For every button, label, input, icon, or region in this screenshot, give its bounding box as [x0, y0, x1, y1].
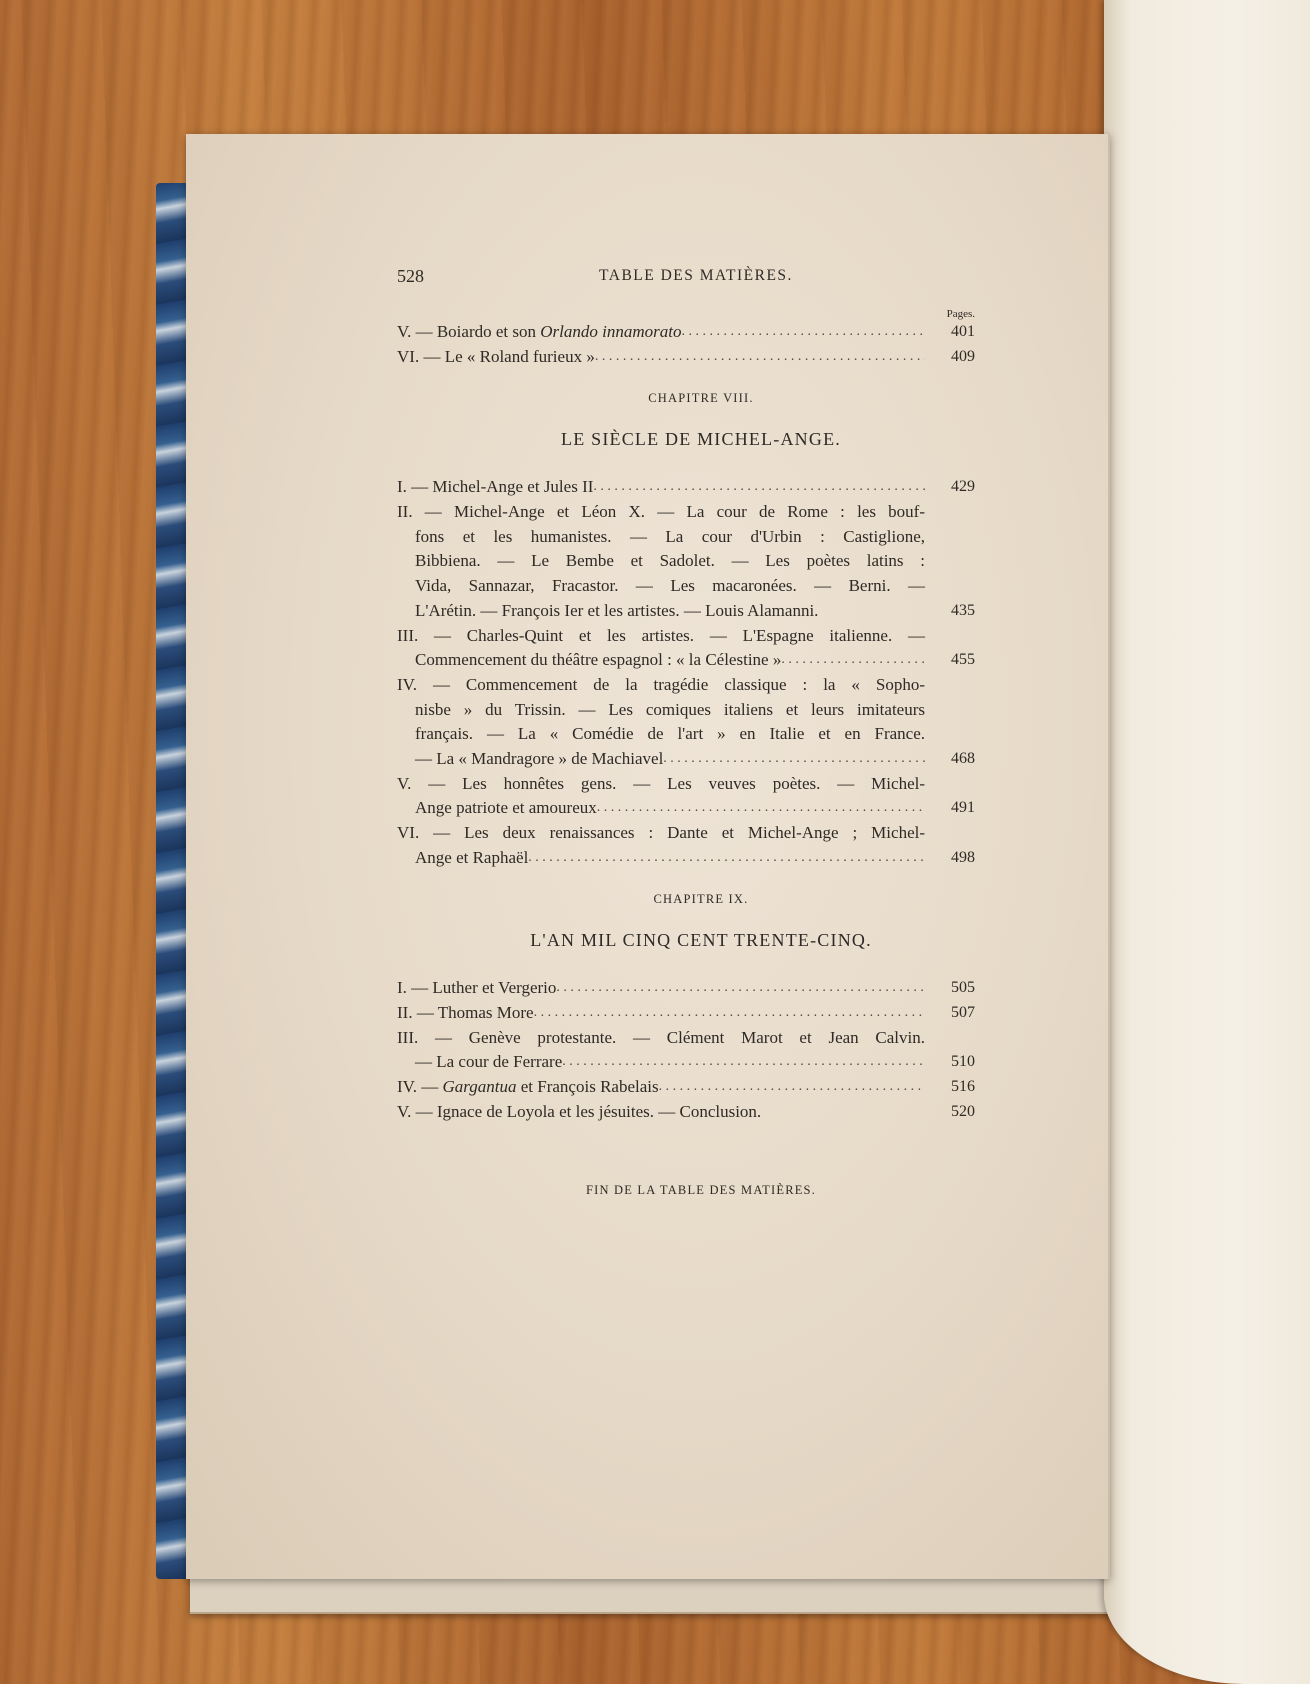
entry-text [397, 1026, 975, 1051]
dot-leader [562, 1050, 925, 1075]
entry-page-number: 429 [951, 478, 975, 496]
entry-text [397, 772, 975, 797]
entry-text [397, 1100, 761, 1125]
entry-text [397, 345, 595, 370]
toc-entry-line [397, 846, 975, 871]
toc-entry[interactable] [397, 976, 975, 1001]
text-segment: L'Arétin. — François Ier et les artistes. — Louis Alamanni. [415, 600, 819, 620]
italic-title: Gargantua [442, 1077, 517, 1097]
chapter-entries [397, 475, 975, 870]
text-segment: Vida, Sannazar, Fracastor. — Les macaronées. — Berni. — [415, 576, 925, 596]
text-segment: III. — Charles-Quint et les artistes. — L'Espagne italienne. — [397, 625, 925, 645]
entry-text [397, 1075, 659, 1100]
dot-leader [597, 796, 925, 821]
end-note: FIN DE LA TABLE DES MATIÈRES. [585, 1182, 817, 1197]
text-segment: — La « Mandragore » de Machiavel [415, 748, 664, 768]
chapters [397, 391, 975, 1124]
entry-text [397, 500, 975, 525]
entry-text [397, 673, 975, 698]
entry-text [397, 320, 681, 345]
toc-entry-line [397, 1050, 975, 1075]
text-segment: IV. — Commencement de la tragédie classique : la « Sopho- [397, 674, 925, 694]
toc-entry[interactable] [397, 1026, 975, 1075]
facing-page[interactable] [1104, 0, 1310, 1684]
entry-text [397, 475, 593, 500]
prelude-entries [397, 320, 975, 369]
toc-entry[interactable] [397, 320, 975, 345]
entry-page-number: 455 [951, 651, 975, 669]
toc-entry-line [397, 525, 975, 550]
text-segment: nisbe » du Trissin. — Les comiques italiens et leurs imitateurs [415, 699, 925, 719]
toc-entry[interactable] [397, 1001, 975, 1026]
entry-page-number: 507 [951, 1004, 975, 1022]
text-segment: II. — Michel-Ange et Léon X. — La cour de Rome : les bouf- [397, 502, 925, 522]
text-segment: et François Rabelais [516, 1077, 659, 1097]
text-segment: III. — Genève protestante. — Clément Marot et Jean Calvin. [397, 1027, 925, 1047]
toc-entry[interactable] [397, 500, 975, 623]
text-segment: IV. — [397, 1077, 443, 1097]
chapter-section [397, 391, 975, 870]
text-segment: Ange et Raphaël [415, 847, 529, 867]
dot-leader [534, 1001, 925, 1026]
text-segment: VI. — Le « Roland furieux » [397, 346, 595, 366]
toc-entry-line [397, 549, 975, 574]
toc-entry[interactable] [397, 624, 975, 673]
toc-entry-line [397, 1075, 975, 1100]
text-segment: fons et les humanistes. — La cour d'Urbin : Castiglione, [415, 526, 925, 546]
toc-entry[interactable] [397, 772, 975, 821]
entry-page-number: 510 [951, 1053, 975, 1071]
entry-text [415, 1050, 562, 1075]
toc-entry-line [397, 796, 975, 821]
entry-page-number: 498 [951, 848, 975, 866]
entry-page-number: 409 [951, 347, 975, 365]
toc-entry-line [397, 624, 975, 649]
entry-text [397, 1001, 534, 1026]
entry-page-number: 516 [951, 1078, 975, 1096]
dot-leader [528, 846, 925, 871]
dot-leader [595, 345, 925, 370]
pages-column-label: Pages. [946, 308, 975, 320]
running-header [397, 262, 975, 290]
toc-entry-line [397, 722, 975, 747]
entry-page-number: 505 [951, 979, 975, 997]
dot-leader [681, 320, 925, 345]
entry-text [415, 574, 975, 599]
entry-text [415, 648, 781, 673]
toc-entry-line [397, 821, 975, 846]
toc-entry-line [397, 976, 975, 1001]
toc-entry-line [397, 500, 975, 525]
text-segment: français. — La « Comédie de l'art » en Italie et en France. [415, 724, 925, 744]
entry-text [415, 747, 663, 772]
text-segment: II. — Thomas More [397, 1003, 534, 1023]
entry-text [397, 624, 975, 649]
text-segment: Commencement du théâtre espagnol : « la Célestine » [415, 650, 782, 670]
text-segment: I. — Michel-Ange et Jules II [397, 477, 594, 497]
text-segment: Bibbiena. — Le Bembe et Sadolet. — Les poètes latins : [415, 551, 925, 571]
toc-entry-line [397, 1026, 975, 1051]
toc-entry-line [397, 320, 975, 345]
entry-page-number: 468 [951, 749, 975, 767]
toc-entry[interactable] [397, 475, 975, 500]
toc-entry-line [397, 1100, 975, 1125]
dot-leader [818, 599, 925, 624]
toc-entry-line [397, 574, 975, 599]
toc-entry-line [397, 698, 975, 723]
chapter-entries [397, 976, 975, 1124]
chapter-label: CHAPITRE VIII. [648, 391, 754, 406]
italic-title: Orlando innamorato [540, 322, 682, 341]
entry-page-number: 491 [951, 799, 975, 817]
entry-text [397, 821, 975, 846]
table-of-contents [397, 262, 975, 1198]
entry-text [397, 976, 556, 1001]
dot-leader [663, 747, 925, 772]
toc-entry[interactable] [397, 673, 975, 772]
text-segment: V. — Ignace de Loyola et les jésuites. — Conclusion. [397, 1101, 762, 1121]
entry-text [415, 722, 975, 747]
toc-entry[interactable] [397, 1075, 975, 1100]
toc-entry-line [397, 772, 975, 797]
chapter-label: CHAPITRE IX. [653, 892, 749, 907]
entry-text [415, 525, 975, 550]
text-segment: I. — Luther et Vergerio [397, 978, 557, 998]
entry-page-number: 520 [951, 1102, 975, 1120]
text-segment: Ange patriote et amoureux [415, 798, 597, 818]
toc-entry-line [397, 673, 975, 698]
dot-leader [781, 648, 925, 673]
entry-page-number: 435 [951, 601, 975, 619]
dot-leader [659, 1075, 925, 1100]
page-number: 528 [397, 265, 424, 286]
toc-entry[interactable] [397, 821, 975, 870]
toc-entry-line [397, 475, 975, 500]
entry-text [415, 599, 818, 624]
entry-text [415, 846, 528, 871]
dot-leader [593, 475, 925, 500]
entry-text [415, 549, 975, 574]
chapter-title: LE SIÈCLE DE MICHEL-ANGE. [561, 429, 841, 450]
text-segment: VI. — Les deux renaissances : Dante et Michel-Ange ; Michel- [397, 823, 925, 842]
text-segment: — La cour de Ferrare [415, 1052, 563, 1072]
page-title: TABLE DES MATIÈRES. [599, 267, 793, 284]
toc-entry-line [397, 599, 975, 624]
toc-entry-line [397, 648, 975, 673]
toc-entry-line [397, 345, 975, 370]
dot-leader [556, 976, 925, 1001]
toc-entry-line [397, 1001, 975, 1026]
toc-entry[interactable] [397, 345, 975, 370]
entry-page-number: 401 [951, 323, 975, 340]
text-segment: V. — Boiardo et son [397, 322, 541, 341]
toc-entry-line [397, 747, 975, 772]
entry-text [415, 796, 597, 821]
chapter-section [397, 892, 975, 1124]
entry-text [415, 698, 975, 723]
chapter-title: L'AN MIL CINQ CENT TRENTE-CINQ. [530, 930, 872, 951]
toc-entry[interactable] [397, 1100, 975, 1125]
text-segment: V. — Les honnêtes gens. — Les veuves poètes. — Michel- [397, 773, 925, 793]
dot-leader [761, 1100, 925, 1125]
